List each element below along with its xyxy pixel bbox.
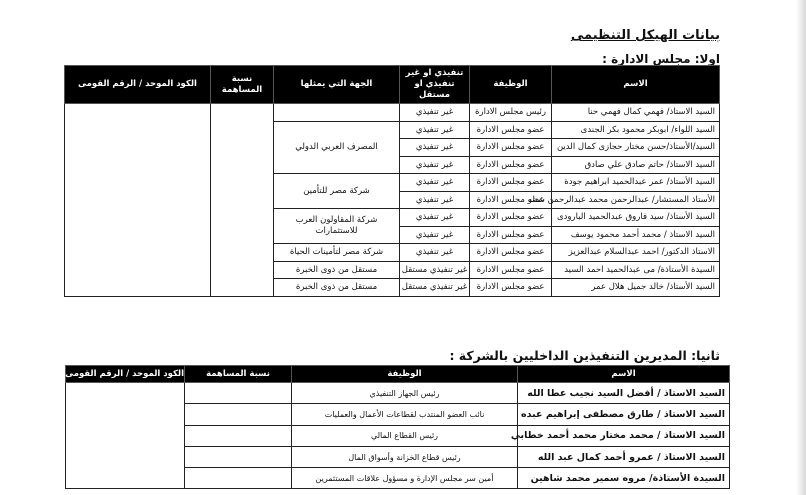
member-job: عضو مجلس الادارة [470, 191, 552, 209]
member-name: السيد الاستاذ / محمد أحمد محمود يوسف [552, 226, 720, 244]
member-job: عضو مجلس الادارة [470, 209, 552, 227]
share-cell [185, 468, 292, 489]
member-entity: شركة المقاولون العرب للاستثمارات [274, 209, 400, 244]
member-job: عضو مجلس الادارة [470, 174, 552, 192]
header-entity: الجهة التي يمثلها [274, 66, 400, 104]
share-cell [185, 425, 292, 446]
executive-name: السيد الاستاذ / طارق مصطفى إبراهيم عبده [518, 404, 730, 425]
member-exec: غير تنفيذي [400, 104, 470, 122]
header-code: الكود الموحد / الرقم القومى [66, 366, 185, 383]
share-cell [211, 104, 274, 297]
executive-job: رئيس القطاع المالي [292, 425, 518, 446]
member-name: السيد الأستاذ/ عمر عبدالحميد ابراهيم جودة [552, 174, 720, 192]
header-exec: تنفيذي او غير تنفيذي او مستقل [400, 66, 470, 104]
member-job: عضو مجلس الادارة [470, 156, 552, 174]
code-cell [66, 383, 185, 489]
member-exec: غير تنفيذي [400, 121, 470, 139]
member-exec: غير تنفيذي [400, 156, 470, 174]
member-job: عضو مجلس الادارة [470, 139, 552, 157]
executive-name: السيد الاستاذ / محمد مختار محمد أحمد خطابي [518, 425, 730, 446]
executive-job: رئيس قطاع الخزانة وأسواق المال [292, 446, 518, 467]
executive-job: نائب العضو المنتدب لقطاعات الأعمال والعمليات [292, 404, 518, 425]
member-entity: مستقل من ذوى الخبرة [274, 279, 400, 297]
management-table-header [66, 366, 730, 383]
member-exec: غير تنفيذي مستقل [400, 279, 470, 297]
table-row [66, 383, 730, 404]
management-table [65, 365, 730, 489]
member-job: عضو مجلس الادارة [470, 279, 552, 297]
member-exec: غير تنفيذي [400, 174, 470, 192]
executive-name: السيد الاستاذ / أفضل السيد نجيب عطا الله [518, 383, 730, 404]
share-cell [185, 383, 292, 404]
header-share: نسبة المساهمة [211, 66, 274, 104]
member-exec: غير تنفيذي مستقل [400, 261, 470, 279]
executive-job: أمين سر مجلس الإدارة و مسؤول علاقات المستثمرين [292, 468, 518, 489]
empty-cell [274, 104, 400, 122]
section-board-heading: اولا: مجلس الادارة : [602, 52, 720, 66]
share-cell [185, 404, 292, 425]
member-name: الاستاذ الدكتور/ احمد عبدالسلام عبدالعزيز [552, 244, 720, 262]
member-job: عضو مجلس الادارة [470, 121, 552, 139]
member-exec: غير تنفيذي [400, 191, 470, 209]
code-cell [65, 104, 211, 297]
member-name: السيدة الأستاذة/ مى عبدالحميد احمد السيد [552, 261, 720, 279]
executive-name: السيدة الأستاذة/ مروه سمير محمد شاهين [518, 468, 730, 489]
header-job: الوظيفة [470, 66, 552, 104]
member-name: السيد/الأستاذ/حسن مختار حجازى كمال الدين [552, 139, 720, 157]
header-code: الكود الموحد / الرقم القومى [65, 66, 211, 104]
section-management-heading: ثانيا: المديرين التنفيذين الداخليين بالشركة : [449, 348, 720, 363]
page-edge-shadow [796, 0, 806, 495]
header-share: نسبة المساهمة [185, 366, 292, 383]
member-name: الأستاذ المستشار/ عبدالرحمن محمد عبدالرحمن شتله [552, 191, 720, 209]
executive-name: السيد الاستاذ / عمرو أحمد كمال عبد الله [518, 446, 730, 467]
member-exec: غير تنفيذي [400, 209, 470, 227]
member-exec: غير تنفيذي [400, 226, 470, 244]
header-name: الاسم [518, 366, 730, 383]
member-entity: شركة مصر للتأمين [274, 174, 400, 209]
member-entity: مستقل من ذوى الخبرة [274, 261, 400, 279]
share-cell [185, 446, 292, 467]
member-name: السيد الأستاذ/ سيد فاروق عبدالحميد البارودى [552, 209, 720, 227]
table-row [65, 104, 720, 122]
member-job: عضو مجلس الادارة [470, 226, 552, 244]
member-name: السيد اللواء/ ابوبكر محمود بكر الجندى [552, 121, 720, 139]
member-job: عضو مجلس الادارة [470, 244, 552, 262]
member-job: رئيس مجلس الادارة [470, 104, 552, 122]
header-job: الوظيفة [292, 366, 518, 383]
board-table-header [65, 66, 720, 104]
header-name: الاسم [552, 66, 720, 104]
member-entity: شركة مصر لتأمينات الحياة [274, 244, 400, 262]
member-job: عضو مجلس الادارة [470, 261, 552, 279]
member-name: السيد الاستاذ/ حاتم صادق علي صادق [552, 156, 720, 174]
member-name: السيد الأستاذ/ خالد جميل هلال عمر [552, 279, 720, 297]
executive-job: رئيس الجهاز التنفيذي [292, 383, 518, 404]
member-exec: غير تنفيذي [400, 244, 470, 262]
member-entity: المصرف العربي الدولي [274, 121, 400, 174]
member-name: السيد الاستاذ/ فهمي كمال فهمي حنا [552, 104, 720, 122]
document-title: بيانات الهيكل التنظيمى [570, 28, 720, 43]
board-table [64, 65, 720, 297]
member-exec: غير تنفيذي [400, 139, 470, 157]
